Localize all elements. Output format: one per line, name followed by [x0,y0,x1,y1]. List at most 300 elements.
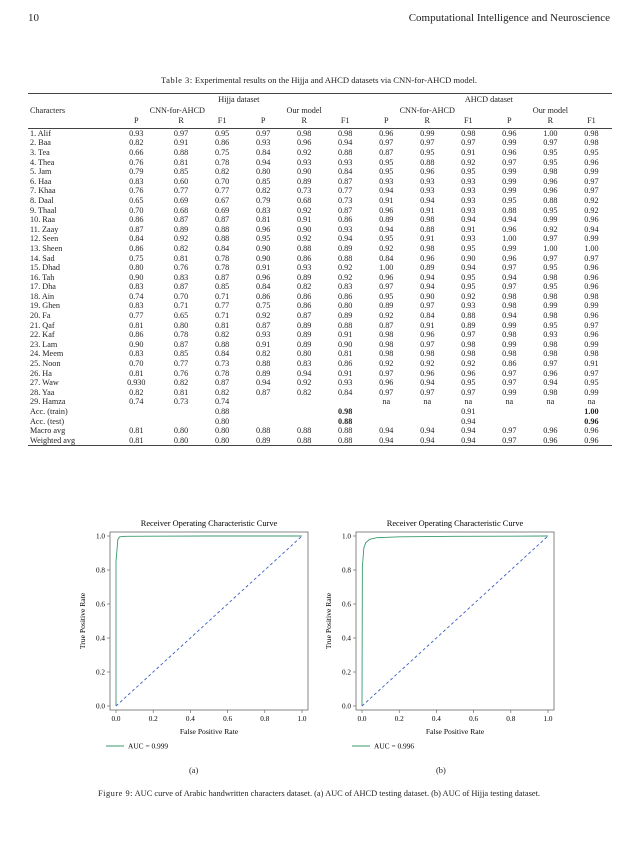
table-cell: 0.96 [379,272,394,282]
table-row [28,225,612,235]
table-cell: 0.95 [461,282,476,292]
table-cell: 1.00 [584,243,599,253]
table-row [28,177,612,187]
table-cell: 0.99 [502,167,517,177]
table-cell: 0.70 [129,359,144,369]
table-cell [243,397,284,407]
table-cell: 0.97 [379,282,394,292]
table-cell [366,407,407,417]
journal-title: Computational Intelligence and Neuroscience [408,12,610,24]
table-cell: 0.79 [129,167,144,177]
y-axis-label: True Positive Rate [78,592,87,650]
metric-header: P [243,116,284,128]
table-cell: 0.98 [543,291,558,301]
table-cell: 0.93 [338,224,353,234]
table-row [28,128,612,138]
table-cell: 0.80 [338,301,353,311]
table-cell: 0.98 [461,339,476,349]
table-cell: 0.99 [502,243,517,253]
table-cell: 0.87 [297,311,312,321]
header-ahcd-cnn: CNN-for-AHCD [399,105,455,115]
table-cell: 0.95 [461,272,476,282]
table-cell: 0.88 [255,359,271,369]
table-cell: 0.88 [214,224,230,234]
table-cell: 0.92 [297,147,312,157]
metric-header: P [366,116,407,128]
figure-caption-label: Figure 9: [98,789,133,798]
table-cell: 0.92 [379,359,394,369]
table-cell [366,417,407,427]
x-tick-label: 1.0 [297,715,307,723]
table-cell: 0.95 [255,234,271,244]
y-tick-label: 0.6 [96,600,105,609]
table-cell: 0.94 [366,436,407,446]
table-cell: 0.87 [214,215,230,225]
table-cell: 0.81 [129,426,144,436]
table-cell: 0.69 [214,205,230,215]
row-label: 7. Khaa [30,186,56,196]
table-cell: 0.89 [338,243,353,253]
x-tick-label: 0.6 [223,715,233,723]
table-row [28,388,612,398]
table-cell: 0.95 [379,157,394,167]
roc-curve [116,536,302,706]
table-cell: 0.92 [338,272,353,282]
table-cell: 0.94 [502,272,517,282]
table-cell: 0.86 [297,291,312,301]
row-label: 18. Ain [30,291,55,301]
table-cell: 0.81 [173,157,189,167]
table-row [28,397,612,407]
table-cell: 0.88 [502,205,517,215]
table-cell: 0.93 [379,176,394,186]
header-ahcd-ours: Our model [532,105,569,115]
metric-header: R [407,116,448,128]
table-cell: 0.78 [214,368,230,378]
table-cell: 0.90 [255,243,271,253]
table-row [28,340,612,350]
table-cell: 0.75 [129,253,144,263]
table-cell: 0.93 [255,138,271,148]
table-row [28,158,612,168]
table-cell: 0.91 [379,195,394,205]
table-cell: 0.91 [338,368,353,378]
table-cell: 0.86 [338,215,353,225]
table-cell: 0.98 [543,349,558,359]
table-cell: 0.96 [420,330,435,340]
table-cell: 0.97 [420,339,435,349]
best-accuracy: 1.00 [584,407,599,416]
table-cell: 0.94 [461,215,476,225]
table-cell: 0.95 [461,378,476,388]
table-cell: 0.70 [129,205,144,215]
metric-header: F1 [448,116,489,128]
table-cell: 0.78 [214,253,230,263]
table-cell: 0.83 [129,176,144,186]
table-cell: 0.98 [543,387,558,397]
metric-header: R [161,116,202,128]
table-cell: 0.77 [338,186,353,196]
row-label: 4. Thea [30,157,55,167]
table-cell: 0.97 [173,128,189,138]
header-ahcd: AHCD dataset [366,94,612,106]
table-cell: 0.930 [127,378,146,388]
table-cell: 0.96 [584,311,599,321]
table-cell: 0.87 [338,205,353,215]
table-cell: 0.99 [502,186,517,196]
table-cell: 0.65 [173,311,189,321]
table-cell: 0.76 [173,263,189,273]
table-cell: 0.88 [338,426,353,436]
table-cell: 0.82 [214,167,230,177]
table-cell: 0.96 [255,272,271,282]
table-row [28,263,612,273]
table-cell: 0.87 [173,282,189,292]
table-cell: 0.92 [338,263,353,273]
y-tick-label: 0.8 [96,566,105,575]
table-cell: 0.96 [420,253,435,263]
table-cell: 0.89 [255,368,271,378]
figure-caption [0,789,638,798]
table-row [28,321,612,331]
table-cell: 0.93 [420,176,435,186]
table-cell: 0.82 [129,387,144,397]
table-cell [112,417,161,427]
table-cell: 0.93 [255,330,271,340]
table-cell: 0.86 [129,330,144,340]
table-cell: 0.86 [338,291,353,301]
table-cell: 0.81 [338,349,353,359]
table-cell: 0.98 [584,291,599,301]
table-cell [530,417,571,427]
table-cell: 0.84 [338,387,353,397]
table-cell: 0.91 [461,224,476,234]
table-row [28,349,612,359]
metric-header: R [530,116,571,128]
metric-header: R [284,116,325,128]
metric-header: F1 [571,116,612,128]
table-cell: 0.93 [420,186,435,196]
table-cell: 0.88 [338,147,353,157]
table-row [28,282,612,292]
table-cell: 1.00 [502,234,517,244]
table-cell: 0.98 [379,330,394,340]
table-cell: 0.75 [214,147,230,157]
roc-chart-a [76,514,316,755]
table-cell: 0.96 [584,272,599,282]
metric-header: P [112,116,161,128]
table-cell: 0.97 [379,387,394,397]
table-cell: 0.84 [129,234,144,244]
table-cell: 0.88 [338,253,353,263]
table-cell: 0.71 [214,311,230,321]
plot-frame [110,532,308,710]
row-label: 5. Jam [30,167,52,177]
x-tick-label: 0.8 [260,715,270,723]
table-cell: 0.97 [461,138,476,148]
table-cell: 0.88 [461,311,476,321]
table-cell: 0.93 [461,205,476,215]
table-cell: na [382,397,391,407]
table-cell: na [587,397,596,407]
table-cell: 0.95 [543,205,558,215]
table-cell: 0.98 [297,128,312,138]
table-cell: 0.76 [173,368,189,378]
header-characters: Characters [30,105,66,115]
table-cell: 0.91 [420,205,435,215]
table-cell: 0.90 [129,339,144,349]
table-cell: 0.92 [379,311,394,321]
row-label: Weighted avg [28,436,112,446]
table-cell: 0.97 [420,301,435,311]
table-cell: 0.92 [584,195,599,205]
table-row [28,359,612,369]
table-cell: 0.97 [584,253,599,263]
table-cell [407,417,448,427]
table-cell: 0.99 [584,387,599,397]
table-cell: 0.81 [214,320,230,330]
figure-caption-text: AUC curve of Arabic handwritten characters dataset. (a) AUC of AHCD testing dataset. (b) AUC of Hijja testing dataset. [134,789,540,798]
table-cell: 0.92 [461,291,476,301]
table-cell: 0.91 [420,320,435,330]
y-tick-label: 0.4 [96,634,105,643]
table-cell: 1.00 [543,243,558,253]
table-cell: 0.94 [379,224,394,234]
table-cell: 0.88 [325,436,366,446]
table-row [28,186,612,196]
row-label: 12. Seen [30,234,59,244]
table-cell: 0.70 [173,291,189,301]
table-cell: 0.90 [297,224,312,234]
table-header-datasets [28,94,612,106]
table-cell: 0.95 [584,147,599,157]
x-tick-label: 0.0 [357,715,367,723]
table-cell: 0.98 [584,138,599,148]
table-cell: 0.88 [284,436,325,446]
table-cell [284,397,325,407]
table-cell: 0.89 [461,320,476,330]
table-cell: 0.82 [255,186,271,196]
table-cell: 0.94 [379,426,394,436]
table-cell: 0.96 [584,426,599,436]
table-cell: 0.98 [420,349,435,359]
table-cell: 0.96 [420,368,435,378]
table-cell: 0.80 [129,263,144,273]
table-cell: na [505,397,514,407]
table-cell: 0.97 [489,436,530,446]
row-label: 29. Hamza [30,397,66,407]
table-cell: 0.94 [461,416,476,426]
table-cell [407,407,448,417]
table-cell [489,407,530,417]
table-cell: 0.82 [297,282,312,292]
legend-label: AUC = 0.996 [374,741,415,750]
table-cell: 0.95 [420,147,435,157]
table-cell: 0.81 [255,215,271,225]
table-cell [325,397,366,407]
table-cell: 0.96 [543,368,558,378]
table-cell: 0.88 [214,234,230,244]
page-number: 10 [28,12,39,24]
table-cell: 0.83 [255,205,271,215]
table-cell: 0.97 [420,138,435,148]
table-cell: 0.96 [379,205,394,215]
table-header-metrics [28,116,612,128]
table-row [28,436,612,446]
table-row [28,244,612,254]
table-cell: 0.70 [214,176,230,186]
header-hijja: Hijja dataset [112,94,366,106]
table-cell: 0.92 [297,378,312,388]
table-cell: 0.88 [173,147,189,157]
table-cell: 0.98 [461,349,476,359]
table-cell: 0.96 [255,224,271,234]
table-row [28,407,612,417]
table-cell: 0.97 [502,263,517,273]
table-cell: 0.88 [420,224,435,234]
table-cell: 0.94 [420,195,435,205]
table-cell: 0.91 [584,359,599,369]
y-tick-label: 0.4 [342,634,351,643]
table-cell: 0.80 [297,349,312,359]
table-cell: 0.98 [502,349,517,359]
table-cell [161,407,202,417]
table-cell: 0.87 [379,147,394,157]
table-cell: 0.97 [584,368,599,378]
y-tick-label: 1.0 [96,532,105,541]
chance-line [116,536,302,706]
table-cell [112,407,161,417]
table-cell: 0.94 [461,263,476,273]
chart-title: Receiver Operating Characteristic Curve [140,519,278,528]
table-cell: 0.97 [502,368,517,378]
table-cell: 0.79 [255,195,271,205]
table-cell [243,417,284,427]
table-cell: 0.74 [214,397,230,407]
table-cell: 0.99 [584,301,599,311]
table-cell: 0.89 [420,263,435,273]
table-cell: 0.94 [502,215,517,225]
table-cell: 0.73 [338,195,353,205]
table-cell: 0.85 [173,349,189,359]
table-cell: 0.80 [214,426,230,436]
x-tick-label: 0.4 [185,715,195,723]
table-cell: 0.95 [543,147,558,157]
table-row [28,311,612,321]
table-cell: 0.99 [543,301,558,311]
row-label: 1. Alif [30,128,51,138]
table-cell: 0.88 [297,426,312,436]
table-cell: 0.84 [255,147,271,157]
table-cell: 0.73 [173,397,189,407]
table-cell: 0.93 [461,301,476,311]
table-cell: 0.97 [502,378,517,388]
table-cell [284,407,325,417]
table-cell: 0.97 [543,138,558,148]
table-cell: 0.94 [379,186,394,196]
table-cell: 0.78 [214,263,230,273]
table-cell: 0.96 [543,426,558,436]
x-tick-label: 0.2 [148,715,158,723]
table-cell: 0.99 [543,215,558,225]
table-cell: 0.92 [379,243,394,253]
roc-chart-b [322,514,562,755]
table-cell: 0.81 [129,368,144,378]
table-cell: 0.90 [338,339,353,349]
table-cell: 0.82 [214,330,230,340]
row-label: 20. Fa [30,311,51,321]
table-cell: 0.91 [338,330,353,340]
table-cell: 0.93 [543,330,558,340]
table-cell: 0.89 [379,215,394,225]
table-cell: 0.99 [502,176,517,186]
table-cell: 0.86 [297,301,312,311]
table-cell: 0.84 [255,282,271,292]
table-row [28,301,612,311]
row-label: 19. Ghen [30,301,61,311]
subfigure-label-b: (b) [436,766,446,775]
table-cell: 0.77 [173,359,189,369]
table-cell: 0.91 [461,407,476,416]
table-cell: 0.90 [420,291,435,301]
table-cell: 0.97 [502,157,517,167]
table-caption-label: Table 3: [160,75,193,85]
y-tick-label: 0.2 [96,668,105,677]
table-cell: 0.84 [379,253,394,263]
table-cell: 0.97 [543,359,558,369]
table-cell [571,407,612,417]
table-cell: 0.94 [420,282,435,292]
row-label: 24. Meem [30,349,64,359]
best-accuracy: 0.98 [338,407,353,416]
table-cell: 0.87 [214,272,230,282]
row-label: 23. Lam [30,339,58,349]
table-cell: 0.93 [461,186,476,196]
table-cell: 0.97 [461,387,476,397]
chart-title: Receiver Operating Characteristic Curve [386,519,524,528]
table-cell: 0.90 [297,167,312,177]
table-cell: 0.99 [502,138,517,148]
table-cell [325,407,366,417]
table-cell: 0.77 [214,186,230,196]
row-label: 17. Dha [30,282,56,292]
table-row [28,330,612,340]
y-tick-label: 0.0 [96,702,105,711]
table-cell: 0.82 [214,387,230,397]
table-cell: 0.77 [214,301,230,311]
table-cell: 0.96 [584,157,599,167]
table-cell: 0.98 [379,349,394,359]
chance-line [362,536,548,706]
table-cell: 0.80 [173,320,189,330]
row-label: 27. Waw [30,378,59,388]
row-label: 8. Daal [30,195,54,205]
table-cell: 0.83 [338,282,353,292]
metric-header: F1 [325,116,366,128]
table-cell: 0.96 [584,282,599,292]
table-cell: 0.86 [214,138,230,148]
row-label: 11. Zaay [30,224,59,234]
table-cell: 0.93 [297,157,312,167]
table-cell: 0.84 [338,167,353,177]
table-cell: 0.86 [502,359,517,369]
table-cell: 0.94 [543,378,558,388]
table-cell [530,407,571,417]
table-cell: 0.88 [297,243,312,253]
table-row [28,292,612,302]
table-cell: 0.98 [502,291,517,301]
table-cell: 0.89 [297,272,312,282]
